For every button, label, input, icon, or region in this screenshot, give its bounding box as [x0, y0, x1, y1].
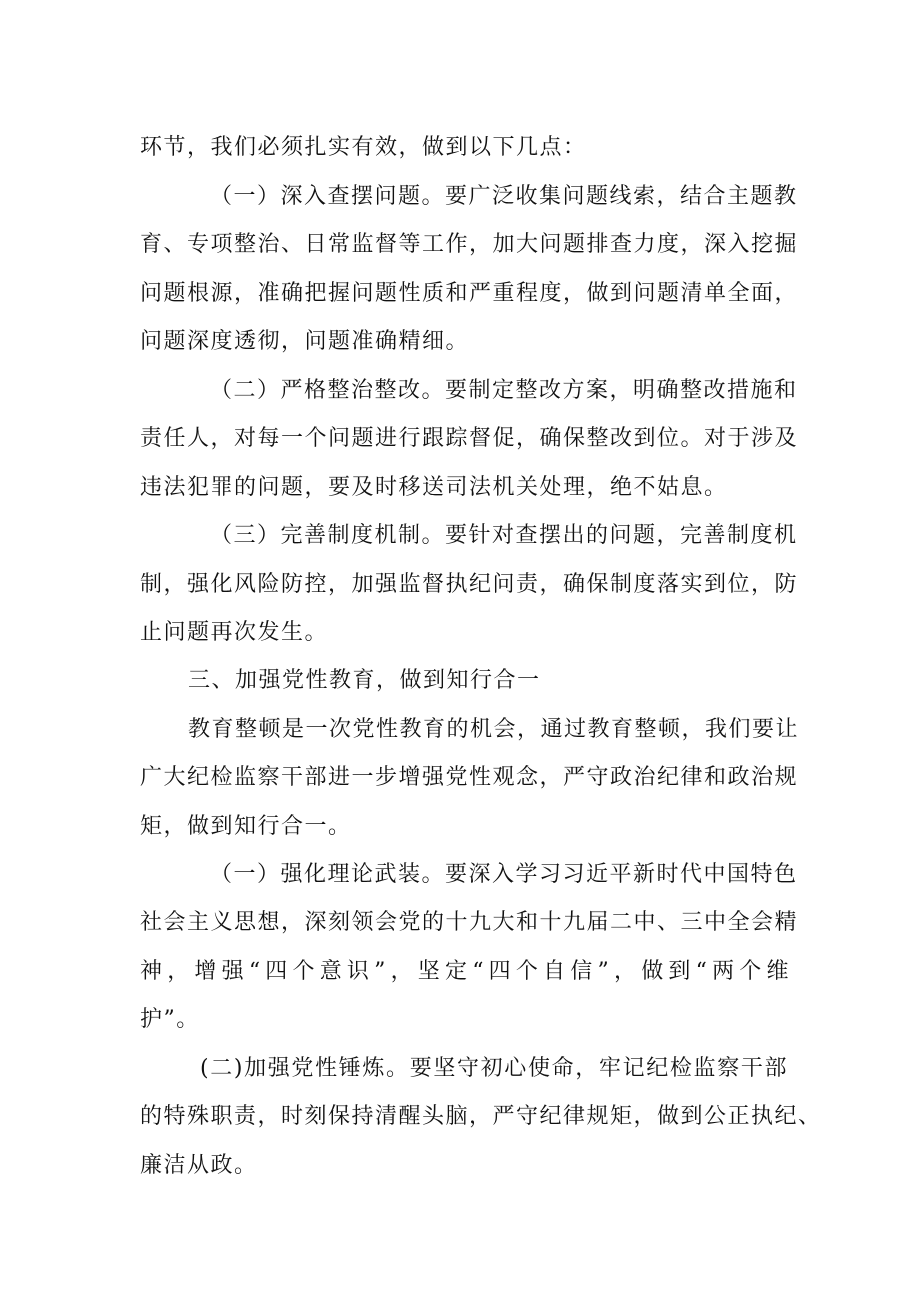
paragraph-line: （一）强化理论武装。要深入学习习近平新时代中国特色 — [210, 862, 798, 887]
body-line: 问题根源，准确把握问题性质和严重程度，做到问题清单全面， — [140, 281, 799, 306]
body-line: 社会主义思想，深刻领会党的十九大和十九届二中、三中全会精 — [140, 910, 799, 935]
paragraph-line: （三）完善制度机制。要针对查摆出的问题，完善制度机 — [210, 523, 798, 548]
body-line: 违法犯罪的问题，要及时移送司法机关处理，绝不姑息。 — [140, 475, 728, 500]
body-line: 矩，做到知行合一。 — [140, 814, 352, 839]
body-line: 责任人，对每一个问题进行跟踪督促，确保整改到位。对于涉及 — [140, 426, 799, 451]
body-line: 制，强化风险防控，加强监督执纪问责，确保制度落实到位，防 — [140, 572, 799, 597]
paragraph-line: （一）深入查摆问题。要广泛收集问题线索，结合主题教 — [210, 184, 798, 209]
section-heading: 三、加强党性教育，做到知行合一 — [188, 668, 541, 693]
body-line: 的特殊职责，时刻保持清醒头脑，严守纪律规矩，做到公正执纪、 — [140, 1104, 822, 1129]
body-line: 问题深度透彻，问题准确精细。 — [140, 329, 470, 354]
body-line: 神，增强“四个意识”，坚定“四个自信”，做到“两个维 — [140, 959, 790, 984]
paragraph-line: （二）严格整治整改。要制定整改方案，明确整改措施和 — [210, 378, 798, 403]
body-line: 广大纪检监察干部进一步增强党性观念，严守政治纪律和政治规 — [140, 765, 799, 790]
body-line: 廉洁从政。 — [140, 1153, 258, 1178]
paragraph-line: 教育整顿是一次党性教育的机会，通过教育整顿，我们要让 — [188, 717, 800, 742]
body-line: 护”。 — [140, 1007, 200, 1032]
body-line: 止问题再次发生。 — [140, 620, 329, 645]
body-line: 育、专项整治、日常监督等工作，加大问题排查力度，深入挖掘 — [140, 232, 799, 257]
body-line: 环节，我们必须扎实有效，做到以下几点： — [140, 135, 587, 160]
paragraph-line: (二)加强党性锤炼。要坚守初心使命，牢记纪检监察干部 — [200, 1056, 788, 1081]
